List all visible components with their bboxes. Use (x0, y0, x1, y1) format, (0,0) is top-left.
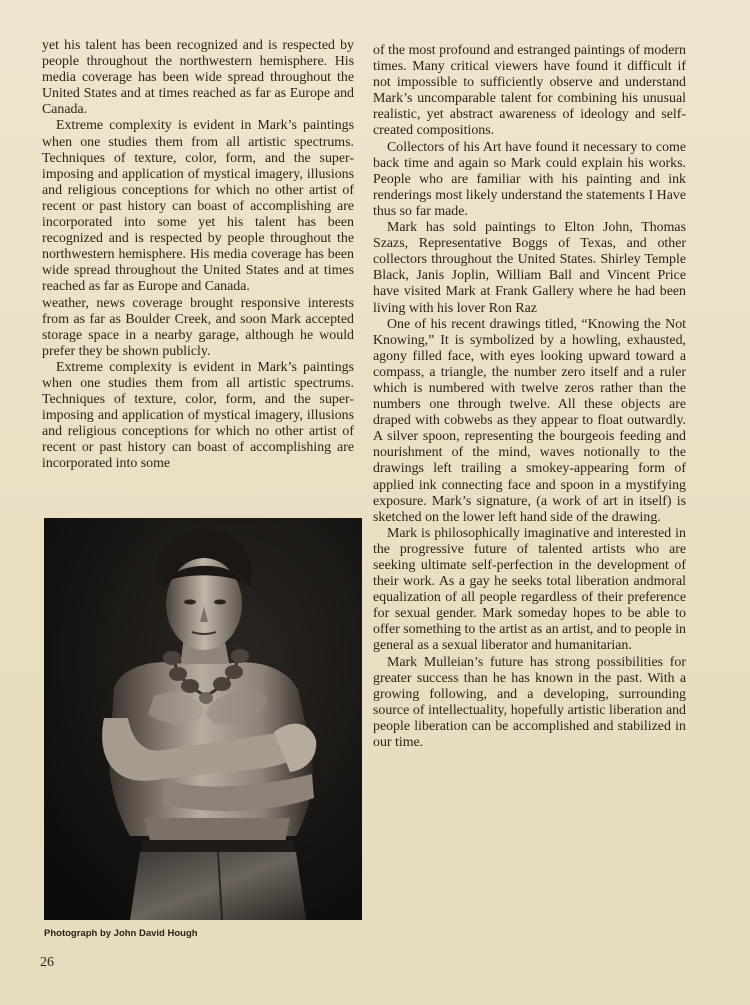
body-paragraph: weather, news coverage brought responsive interests from as far as Boulder Creek, and soon Mark accepted storage space in a nearby garage, although he would prefer they be shown publicly. (42, 295, 354, 359)
body-paragraph: Collectors of his Art have found it necessary to come back time and again so Mark could explain his works. People who are familiar with his painting and ink renderings most likely understand the statements I Have thus so far made. (373, 139, 686, 219)
body-paragraph: One of his recent drawings titled, “Knowing the Not Knowing,” It is symbolized by a howling, exhausted, agony filled face, with eyes looking upward toward a compass, a triangle, the number zero itself and a ruler which is numbered with twelve zeros rather than the numbers one through twelve. All these objects are draped with cobwebs as they appear to float outwardly. A silver spoon, representing the bourgeois feeding and nourishment of the mind, waves notionally to the drawings left trailing a smokey-appearing form of applied ink connecting face and spoon in a mystifying exposure. Mark’s signature, (a work of art in itself) is sketched on the lower left hand side of the drawing. (373, 316, 686, 525)
portrait-illustration (44, 518, 362, 920)
body-paragraph: Mark is philosophically imaginative and interested in the progressive future of talented artists who are seeking ultimate self-perfection in the development of their work. As a gay he seeks total liberation andmoral equalization of all people regardless of their preference for sexual gender. Mark someday hopes to be able to offer something to the artist as an artist, and to people in general as a sexual liberator and humanitarian. (373, 525, 686, 654)
body-paragraph: Mark Mulleian’s future has strong possibilities for greater success than he has known in the past. With a growing following, and a developing, surrounding source of intellectuality, hopefully artistic liberation and people liberation can be accomplished and stabilized in our time. (373, 654, 686, 751)
body-paragraph: yet his talent has been recognized and is respected by people throughout the northwestern hemisphere. His media coverage has been wide spread throughout the United States and at times reached as far as Europe and Canada. (42, 38, 354, 118)
body-paragraph: Mark has sold paintings to Elton John, Thomas Szazs, Representative Boggs of Texas, and other collectors throughout the United States. Shirley Temple Black, Janis Joplin, William Ball and Vincent Price have visited Mark at Frank Gallery where he had been living with his lover Ron Raz (373, 220, 686, 316)
left-text-column (42, 38, 354, 473)
right-text-column (373, 43, 686, 751)
page-number: 26 (40, 955, 54, 970)
body-paragraph: of the most profound and estranged paintings of modern times. Many critical viewers have found it difficult if not impossible to sufficiently observe and understand Mark’s uncomparable talent for combining his unusual realistic, yet abstract awareness of ideology and self-created compositions. (373, 43, 686, 139)
portrait-photo (44, 518, 362, 920)
photo-caption: Photograph by John David Hough (44, 928, 198, 939)
body-paragraph: Extreme complexity is evident in Mark’s paintings when one studies them from all artistic spectrums. Techniques of texture, color, form, and the super-imposing and application of mystical imagery, illusions and religious conceptions for which no other artist of recent or past history can boast of accomplishing are incorporated into some (42, 359, 354, 472)
body-paragraph: Extreme complexity is evident in Mark’s paintings when one studies them from all artistic spectrums. Techniques of texture, color, form, and the super-imposing and application of mystical imagery, illusions and religious conceptions for which no other artist of recent or past history can boast of accomplishing are incorporated into some yet his talent has been recognized and is respected by people throughout the northwestern hemisphere. His media coverage has been wide spread throughout the United States and at times reached as far as Europe and Canada. (42, 118, 354, 295)
